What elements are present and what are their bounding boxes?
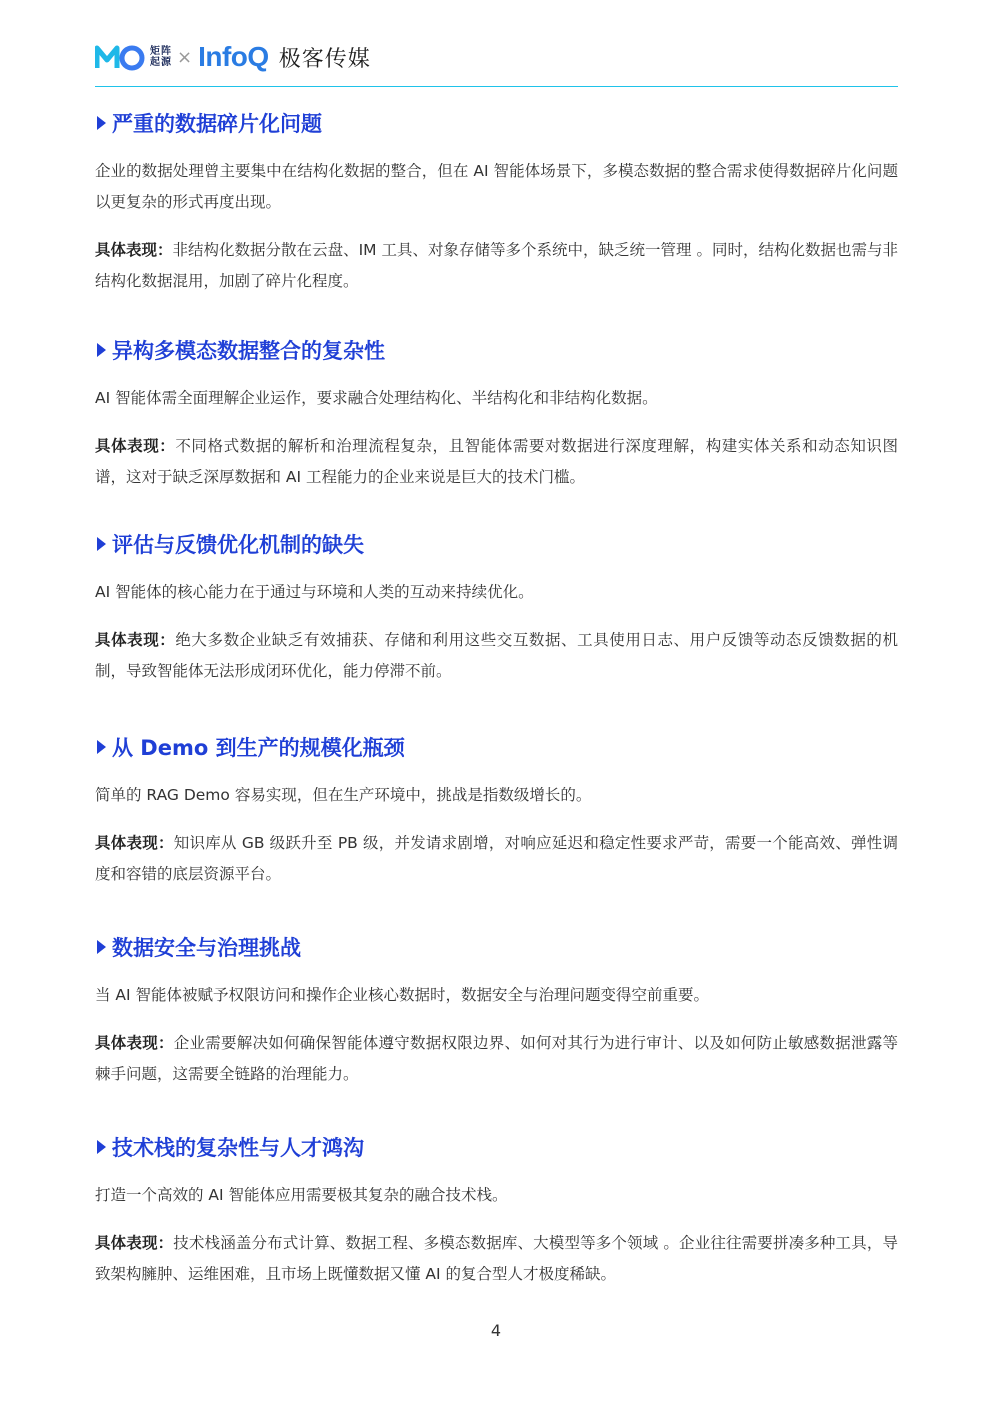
section-title: 数据安全与治理挑战	[95, 924, 898, 970]
triangle-bullet-icon	[97, 343, 106, 357]
section-scaling	[95, 724, 898, 890]
section-intro: 打造一个高效的 AI 智能体应用需要极其复杂的融合技术栈。	[95, 1186, 508, 1204]
section-multimodal	[95, 327, 898, 493]
mo-logo-icon	[95, 42, 147, 72]
triangle-bullet-icon	[97, 116, 106, 130]
section-fragmentation	[95, 100, 898, 297]
section-title: 评估与反馈优化机制的缺失	[95, 521, 898, 567]
logo-cn-text: 矩阵 起源	[150, 46, 172, 68]
section-intro: 当 AI 智能体被赋予权限访问和操作企业核心数据时，数据安全与治理问题变得空前重要。	[95, 986, 710, 1004]
section-title: 严重的数据碎片化问题	[95, 100, 898, 146]
section-detail: 具体表现：不同格式数据的解析和治理流程复杂，且智能体需要对数据进行深度理解，构建实体关系和动态知识图谱，这对于缺乏深厚数据和 AI 工程能力的企业来说是巨大的技术门槛。	[95, 437, 898, 486]
section-detail: 具体表现：非结构化数据分散在云盘、IM 工具、对象存储等多个系统中，缺乏统一管理 。同时，结构化数据也需与非结构化数据混用，加剧了碎片化程度。	[95, 241, 898, 290]
section-intro: 企业的数据处理曾主要集中在结构化数据的整合，但在 AI 智能体场景下，多模态数据的整合需求使得数据碎片化问题以更复杂的形式再度出现。	[95, 162, 898, 211]
logo-times-sign: ×	[177, 46, 193, 68]
section-detail: 具体表现：技术栈涵盖分布式计算、数据工程、多模态数据库、大模型等多个领域 。企业往往需要拼凑多种工具，导致架构臃肿、运维困难，且市场上既懂数据又懂 AI 的复合型人才极度稀缺。	[95, 1234, 898, 1283]
triangle-bullet-icon	[97, 940, 106, 954]
section-intro: AI 智能体的核心能力在于通过与环境和人类的互动来持续优化。	[95, 583, 534, 601]
triangle-bullet-icon	[97, 1140, 106, 1154]
jike-media-logo: 极客传媒	[278, 46, 371, 72]
page-number: 4	[490, 1321, 502, 1340]
section-detail: 具体表现：知识库从 GB 级跃升至 PB 级，并发请求剧增，对响应延迟和稳定性要求严苛，需要一个能高效、弹性调度和容错的底层资源平台。	[95, 834, 898, 883]
section-feedback	[95, 521, 898, 687]
triangle-bullet-icon	[97, 537, 106, 551]
infoq-logo: InfoQ	[198, 41, 269, 72]
section-intro: AI 智能体需全面理解企业运作，要求融合处理结构化、半结构化和非结构化数据。	[95, 389, 658, 407]
section-title: 从 Demo 到生产的规模化瓶颈	[95, 724, 898, 770]
section-title: 技术栈的复杂性与人才鸿沟	[95, 1124, 898, 1170]
section-techstack	[95, 1124, 898, 1290]
main-content	[95, 100, 898, 1290]
triangle-bullet-icon	[97, 740, 106, 754]
section-detail: 具体表现：企业需要解决如何确保智能体遵守数据权限边界、如何对其行为进行审计、以及如何防止敏感数据泄露等棘手问题，这需要全链路的治理能力。	[95, 1034, 898, 1083]
section-intro: 简单的 RAG Demo 容易实现，但在生产环境中，挑战是指数级增长的。	[95, 786, 592, 804]
section-detail: 具体表现：绝大多数企业缺乏有效捕获、存储和利用这些交互数据、工具使用日志、用户反馈等动态反馈数据的机制，导致智能体无法形成闭环优化，能力停滞不前。	[95, 631, 898, 680]
section-security	[95, 924, 898, 1090]
page-header	[95, 36, 898, 87]
logo-bar	[95, 40, 371, 74]
section-title: 异构多模态数据整合的复杂性	[95, 327, 898, 373]
